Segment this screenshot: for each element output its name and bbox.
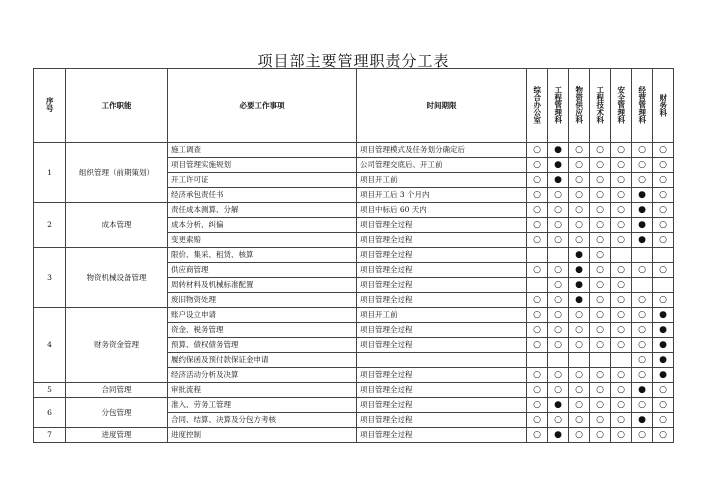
participant-mark: ○ — [590, 158, 611, 173]
participant-mark: ○ — [569, 173, 590, 188]
participant-mark: ○ — [527, 158, 548, 173]
participant-mark: ○ — [569, 218, 590, 233]
participant-mark: ○ — [590, 143, 611, 158]
participant-mark: ○ — [569, 428, 590, 443]
participant-mark: ○ — [527, 338, 548, 353]
participant-mark: ○ — [632, 158, 653, 173]
participant-mark: ○ — [611, 143, 632, 158]
responsible-mark: ● — [632, 218, 653, 233]
deadline: 项目管理全过程 — [357, 233, 527, 248]
participant-mark: ○ — [590, 398, 611, 413]
responsible-mark: ● — [653, 368, 674, 383]
group-function: 成本管理 — [66, 203, 168, 248]
participant-mark: ○ — [590, 218, 611, 233]
header-row — [34, 69, 674, 143]
work-item: 履约保函及预付款保证金申请 — [168, 353, 357, 368]
participant-mark: ○ — [653, 398, 674, 413]
header-dept-general-office: 综合办公室 — [527, 69, 548, 143]
participant-mark: ○ — [527, 383, 548, 398]
work-item: 项目管理实施规划 — [168, 158, 357, 173]
participant-mark: ○ — [590, 383, 611, 398]
deadline: 项目管理全过程 — [357, 293, 527, 308]
table-row — [34, 143, 674, 158]
deadline: 项目管理全过程 — [357, 248, 527, 263]
work-item: 变更索赔 — [168, 233, 357, 248]
responsible-mark: ● — [632, 233, 653, 248]
participant-mark: ○ — [590, 263, 611, 278]
participant-mark: ○ — [611, 383, 632, 398]
participant-mark: ○ — [611, 428, 632, 443]
participant-mark: ○ — [527, 293, 548, 308]
group-function: 组织管理（前期策划） — [66, 143, 168, 203]
group-function: 合同管理 — [66, 383, 168, 398]
participant-mark: ○ — [569, 323, 590, 338]
table-row — [34, 428, 674, 443]
work-item: 供应商管理 — [168, 263, 357, 278]
deadline: 项目管理全过程 — [357, 413, 527, 428]
blank-cell — [611, 248, 632, 263]
work-item: 合同、结算、决算及分包方考核 — [168, 413, 357, 428]
participant-mark: ○ — [653, 233, 674, 248]
participant-mark: ○ — [590, 323, 611, 338]
blank-cell — [527, 278, 548, 293]
responsible-mark: ● — [653, 323, 674, 338]
participant-mark: ○ — [632, 398, 653, 413]
participant-mark: ○ — [569, 368, 590, 383]
deadline: 项目管理模式及任务划分确定后 — [357, 143, 527, 158]
participant-mark: ○ — [611, 158, 632, 173]
participant-mark: ○ — [611, 368, 632, 383]
participant-mark: ○ — [611, 278, 632, 293]
blank-cell — [569, 353, 590, 368]
work-item: 预算、债权债务管理 — [168, 338, 357, 353]
blank-cell — [632, 278, 653, 293]
blank-cell — [590, 353, 611, 368]
participant-mark: ○ — [548, 293, 569, 308]
responsible-mark: ● — [653, 353, 674, 368]
group-function: 进度管理 — [66, 428, 168, 443]
participant-mark: ○ — [611, 323, 632, 338]
deadline — [357, 353, 527, 368]
blank-cell — [611, 353, 632, 368]
header-function: 工作职能 — [66, 69, 168, 143]
header-dept-finance: 财务科 — [653, 69, 674, 143]
responsible-mark: ● — [569, 263, 590, 278]
deadline: 项目管理全过程 — [357, 398, 527, 413]
participant-mark: ○ — [653, 158, 674, 173]
responsible-mark: ● — [569, 293, 590, 308]
header-item: 必要工作事项 — [168, 69, 357, 143]
participant-mark: ○ — [548, 338, 569, 353]
participant-mark: ○ — [548, 368, 569, 383]
participant-mark: ○ — [611, 218, 632, 233]
header-dept-engineering-mgmt: 工程管理科 — [548, 69, 569, 143]
participant-mark: ○ — [527, 143, 548, 158]
participant-mark: ○ — [653, 173, 674, 188]
participant-mark: ○ — [590, 188, 611, 203]
table-row — [34, 383, 674, 398]
work-item: 限价、集采、租赁、核算 — [168, 248, 357, 263]
work-item: 经济承包责任书 — [168, 188, 357, 203]
participant-mark: ○ — [653, 383, 674, 398]
participant-mark: ○ — [527, 428, 548, 443]
participant-mark: ○ — [590, 338, 611, 353]
participant-mark: ○ — [548, 413, 569, 428]
work-item: 成本分析、纠偏 — [168, 218, 357, 233]
header-dept-engineering-tech: 工程技术科 — [590, 69, 611, 143]
participant-mark: ○ — [590, 173, 611, 188]
participant-mark: ○ — [611, 338, 632, 353]
participant-mark: ○ — [653, 218, 674, 233]
deadline: 项目管理全过程 — [357, 218, 527, 233]
deadline: 项目管理全过程 — [357, 428, 527, 443]
participant-mark: ○ — [527, 233, 548, 248]
participant-mark: ○ — [569, 338, 590, 353]
deadline: 项目管理全过程 — [357, 278, 527, 293]
participant-mark: ○ — [569, 398, 590, 413]
header-seq: 序号 — [34, 69, 66, 143]
participant-mark: ○ — [653, 428, 674, 443]
participant-mark: ○ — [569, 413, 590, 428]
deadline: 项目管理全过程 — [357, 323, 527, 338]
participant-mark: ○ — [527, 323, 548, 338]
group-number: 4 — [34, 308, 66, 383]
responsible-mark: ● — [632, 188, 653, 203]
blank-cell — [527, 248, 548, 263]
deadline: 项目开工前 — [357, 308, 527, 323]
work-item: 进度控制 — [168, 428, 357, 443]
responsible-mark: ● — [569, 278, 590, 293]
participant-mark: ○ — [527, 188, 548, 203]
participant-mark: ○ — [632, 323, 653, 338]
participant-mark: ○ — [632, 293, 653, 308]
participant-mark: ○ — [611, 173, 632, 188]
participant-mark: ○ — [611, 263, 632, 278]
participant-mark: ○ — [653, 143, 674, 158]
participant-mark: ○ — [632, 368, 653, 383]
participant-mark: ○ — [611, 413, 632, 428]
participant-mark: ○ — [569, 143, 590, 158]
deadline: 项目管理全过程 — [357, 263, 527, 278]
participant-mark: ○ — [548, 383, 569, 398]
participant-mark: ○ — [548, 233, 569, 248]
participant-mark: ○ — [632, 263, 653, 278]
participant-mark: ○ — [548, 203, 569, 218]
participant-mark: ○ — [590, 308, 611, 323]
responsibility-table — [33, 68, 674, 443]
table-row — [34, 203, 674, 218]
participant-mark: ○ — [569, 188, 590, 203]
work-item: 经济活动分析及决算 — [168, 368, 357, 383]
work-item: 周转材料及机械标准配置 — [168, 278, 357, 293]
work-item: 施工调查 — [168, 143, 357, 158]
group-number: 3 — [34, 248, 66, 308]
participant-mark: ○ — [611, 203, 632, 218]
deadline: 项目中标后 60 天内 — [357, 203, 527, 218]
participant-mark: ○ — [632, 428, 653, 443]
participant-mark: ○ — [548, 263, 569, 278]
participant-mark: ○ — [527, 413, 548, 428]
responsible-mark: ● — [632, 203, 653, 218]
participant-mark: ○ — [611, 233, 632, 248]
participant-mark: ○ — [653, 413, 674, 428]
participant-mark: ○ — [590, 413, 611, 428]
participant-mark: ○ — [590, 278, 611, 293]
participant-mark: ○ — [632, 353, 653, 368]
participant-mark: ○ — [632, 143, 653, 158]
participant-mark: ○ — [527, 218, 548, 233]
group-number: 7 — [34, 428, 66, 443]
responsible-mark: ● — [548, 143, 569, 158]
responsible-mark: ● — [632, 383, 653, 398]
table-body — [34, 143, 674, 443]
deadline: 项目管理全过程 — [357, 338, 527, 353]
participant-mark: ○ — [611, 308, 632, 323]
participant-mark: ○ — [569, 233, 590, 248]
blank-cell — [653, 248, 674, 263]
header-dept-safety: 安全管理科 — [611, 69, 632, 143]
header-dept-operations: 经营管理科 — [632, 69, 653, 143]
participant-mark: ○ — [611, 293, 632, 308]
header-dept-materials: 物资供应科 — [569, 69, 590, 143]
participant-mark: ○ — [548, 308, 569, 323]
participant-mark: ○ — [527, 173, 548, 188]
participant-mark: ○ — [653, 203, 674, 218]
work-item: 账户设立申请 — [168, 308, 357, 323]
participant-mark: ○ — [632, 173, 653, 188]
blank-cell — [527, 353, 548, 368]
table-row — [34, 308, 674, 323]
group-number: 6 — [34, 398, 66, 428]
participant-mark: ○ — [527, 203, 548, 218]
header-deadline: 时间期限 — [357, 69, 527, 143]
table-row — [34, 398, 674, 413]
blank-cell — [653, 278, 674, 293]
participant-mark: ○ — [590, 248, 611, 263]
group-number: 2 — [34, 203, 66, 248]
responsible-mark: ● — [569, 248, 590, 263]
work-item: 资金、税务管理 — [168, 323, 357, 338]
participant-mark: ○ — [611, 398, 632, 413]
group-function: 物资机械设备管理 — [66, 248, 168, 308]
participant-mark: ○ — [569, 158, 590, 173]
participant-mark: ○ — [653, 293, 674, 308]
participant-mark: ○ — [569, 203, 590, 218]
participant-mark: ○ — [569, 308, 590, 323]
responsible-mark: ● — [632, 413, 653, 428]
deadline: 公司管理交底后、开工前 — [357, 158, 527, 173]
deadline: 项目管理全过程 — [357, 383, 527, 398]
table-row — [34, 248, 674, 263]
work-item: 废旧物资处理 — [168, 293, 357, 308]
responsible-mark: ● — [653, 308, 674, 323]
participant-mark: ○ — [653, 263, 674, 278]
deadline: 项目管理全过程 — [357, 368, 527, 383]
group-number: 1 — [34, 143, 66, 203]
participant-mark: ○ — [527, 398, 548, 413]
responsible-mark: ● — [548, 398, 569, 413]
work-item: 审批流程 — [168, 383, 357, 398]
blank-cell — [632, 248, 653, 263]
responsible-mark: ● — [548, 173, 569, 188]
group-function: 财务资金管理 — [66, 308, 168, 383]
participant-mark: ○ — [590, 428, 611, 443]
participant-mark: ○ — [590, 233, 611, 248]
participant-mark: ○ — [632, 308, 653, 323]
participant-mark: ○ — [548, 278, 569, 293]
blank-cell — [548, 353, 569, 368]
deadline: 项目开工前 — [357, 173, 527, 188]
participant-mark: ○ — [611, 188, 632, 203]
participant-mark: ○ — [590, 368, 611, 383]
participant-mark: ○ — [527, 308, 548, 323]
page-title: 项目部主要管理职责分工表 — [257, 52, 450, 70]
responsible-mark: ● — [548, 158, 569, 173]
participant-mark: ○ — [569, 383, 590, 398]
participant-mark: ○ — [527, 263, 548, 278]
group-number: 5 — [34, 383, 66, 398]
blank-cell — [548, 248, 569, 263]
participant-mark: ○ — [548, 218, 569, 233]
work-item: 责任成本测算、分解 — [168, 203, 357, 218]
work-item: 准入、劳务工管理 — [168, 398, 357, 413]
participant-mark: ○ — [653, 188, 674, 203]
participant-mark: ○ — [548, 188, 569, 203]
group-function: 分包管理 — [66, 398, 168, 428]
participant-mark: ○ — [527, 368, 548, 383]
deadline: 项目开工后 3 个月内 — [357, 188, 527, 203]
participant-mark: ○ — [590, 203, 611, 218]
participant-mark: ○ — [548, 323, 569, 338]
responsible-mark: ● — [653, 338, 674, 353]
work-item: 开工许可证 — [168, 173, 357, 188]
participant-mark: ○ — [632, 338, 653, 353]
participant-mark: ○ — [590, 293, 611, 308]
responsible-mark: ● — [548, 428, 569, 443]
